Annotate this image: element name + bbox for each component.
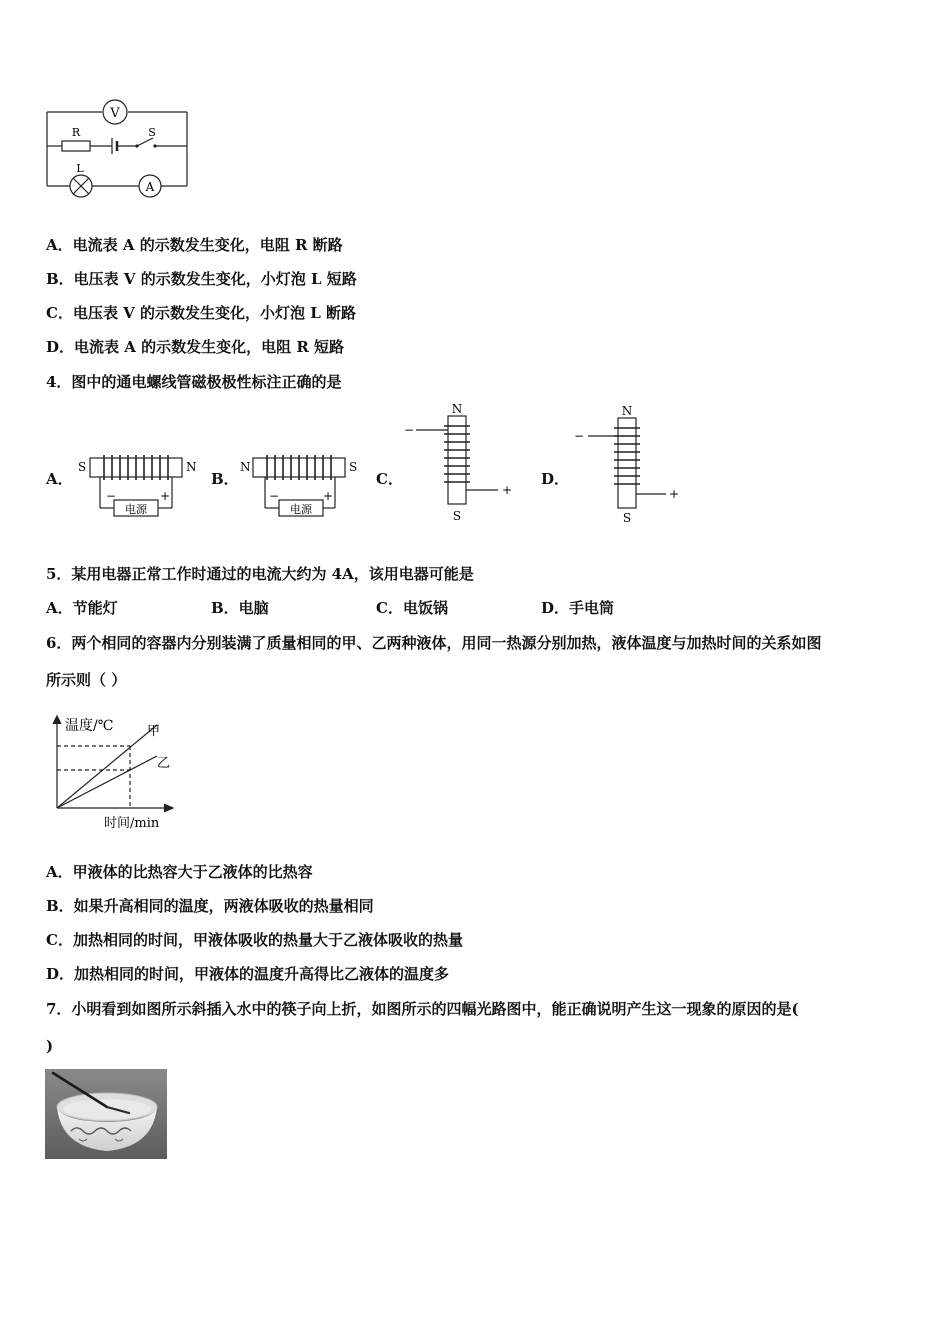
ammeter-label: A — [145, 180, 155, 194]
q3-circuit-diagram — [40, 98, 200, 202]
svg-text:N: N — [186, 460, 197, 474]
q6-option-a: A．甲液体的比热容大于乙液体的比热容 — [46, 863, 313, 881]
q5-option-c: C．电饭锅 — [376, 599, 448, 617]
q4-solenoid-a — [72, 450, 202, 522]
q4-solenoid-d — [570, 400, 690, 525]
q5-stem: 5．某用电器正常工作时通过的电流大约为 4A，该用电器可能是 — [46, 565, 474, 583]
svg-text:S: S — [622, 511, 632, 525]
svg-text:N: N — [451, 402, 463, 416]
series-b-line — [57, 756, 157, 808]
svg-text:+: + — [669, 487, 680, 501]
q4-stem: 4．图中的通电螺线管磁极极性标注正确的是 — [46, 373, 342, 391]
series-a-line — [57, 725, 157, 808]
series-a-label: 甲 — [147, 724, 161, 739]
q7-bowl-photo — [45, 1069, 167, 1159]
series-b-label: 乙 — [157, 756, 171, 771]
q5-option-d: D．手电筒 — [541, 599, 615, 617]
svg-text:N: N — [621, 404, 633, 418]
resistor-label: R — [71, 126, 81, 139]
q6-temperature-graph — [46, 708, 186, 832]
svg-text:N: N — [240, 460, 251, 474]
q4-label-d: D． — [541, 470, 570, 488]
svg-text:S: S — [452, 509, 462, 523]
q6-option-b: B．如果升高相同的温度，两液体吸收的热量相同 — [46, 897, 374, 915]
svg-text:S: S — [78, 460, 87, 474]
q6-option-d: D．加热相同的时间，甲液体的温度升高得比乙液体的温度多 — [46, 965, 450, 983]
q4-label-c: C． — [376, 470, 403, 488]
svg-text:S: S — [349, 460, 358, 474]
q4-solenoid-c — [400, 400, 520, 525]
svg-text:电源: 电源 — [290, 503, 312, 516]
q7-stem-line2: ) — [46, 1037, 54, 1055]
svg-text:电源: 电源 — [125, 503, 147, 516]
svg-text:+: + — [502, 483, 513, 497]
voltmeter-label: V — [110, 106, 120, 121]
svg-text:−: − — [574, 429, 585, 443]
q3-option-c: C．电压表 V 的示数发生变化，小灯泡 L 断路 — [46, 304, 357, 322]
svg-text:−: − — [269, 489, 280, 503]
x-axis-label: 时间/min — [104, 816, 160, 831]
q4-solenoid-b — [237, 450, 367, 522]
svg-text:+: + — [323, 489, 334, 503]
switch-label: S — [148, 126, 156, 139]
q7-stem-line1: 7．小明看到如图所示斜插入水中的筷子向上折，如图所示的四幅光路图中，能正确说明产生这一现象的原因的是( — [46, 1000, 799, 1018]
q3-option-b: B．电压表 V 的示数发生变化，小灯泡 L 短路 — [46, 270, 357, 288]
q3-option-d: D．电流表 A 的示数发生变化，电阻 R 短路 — [46, 338, 345, 356]
q4-label-a: A． — [46, 470, 73, 488]
svg-text:−: − — [106, 489, 117, 503]
svg-text:+: + — [160, 489, 171, 503]
q3-option-a: A．电流表 A 的示数发生变化，电阻 R 断路 — [46, 236, 343, 254]
q5-option-b: B．电脑 — [211, 599, 269, 617]
q6-stem-line2: 所示则（ ） — [46, 671, 127, 689]
q4-label-b: B． — [211, 470, 239, 488]
y-axis-label: 温度/℃ — [65, 718, 114, 734]
q5-option-a: A．节能灯 — [46, 599, 118, 617]
q6-option-c: C．加热相同的时间，甲液体吸收的热量大于乙液体吸收的热量 — [46, 931, 463, 949]
svg-text:−: − — [404, 423, 415, 437]
q6-stem-line1: 6．两个相同的容器内分别装满了质量相同的甲、乙两种液体，用同一热源分别加热，液体温度与加热时间的关系如图 — [46, 634, 822, 652]
lamp-label: L — [76, 162, 84, 175]
